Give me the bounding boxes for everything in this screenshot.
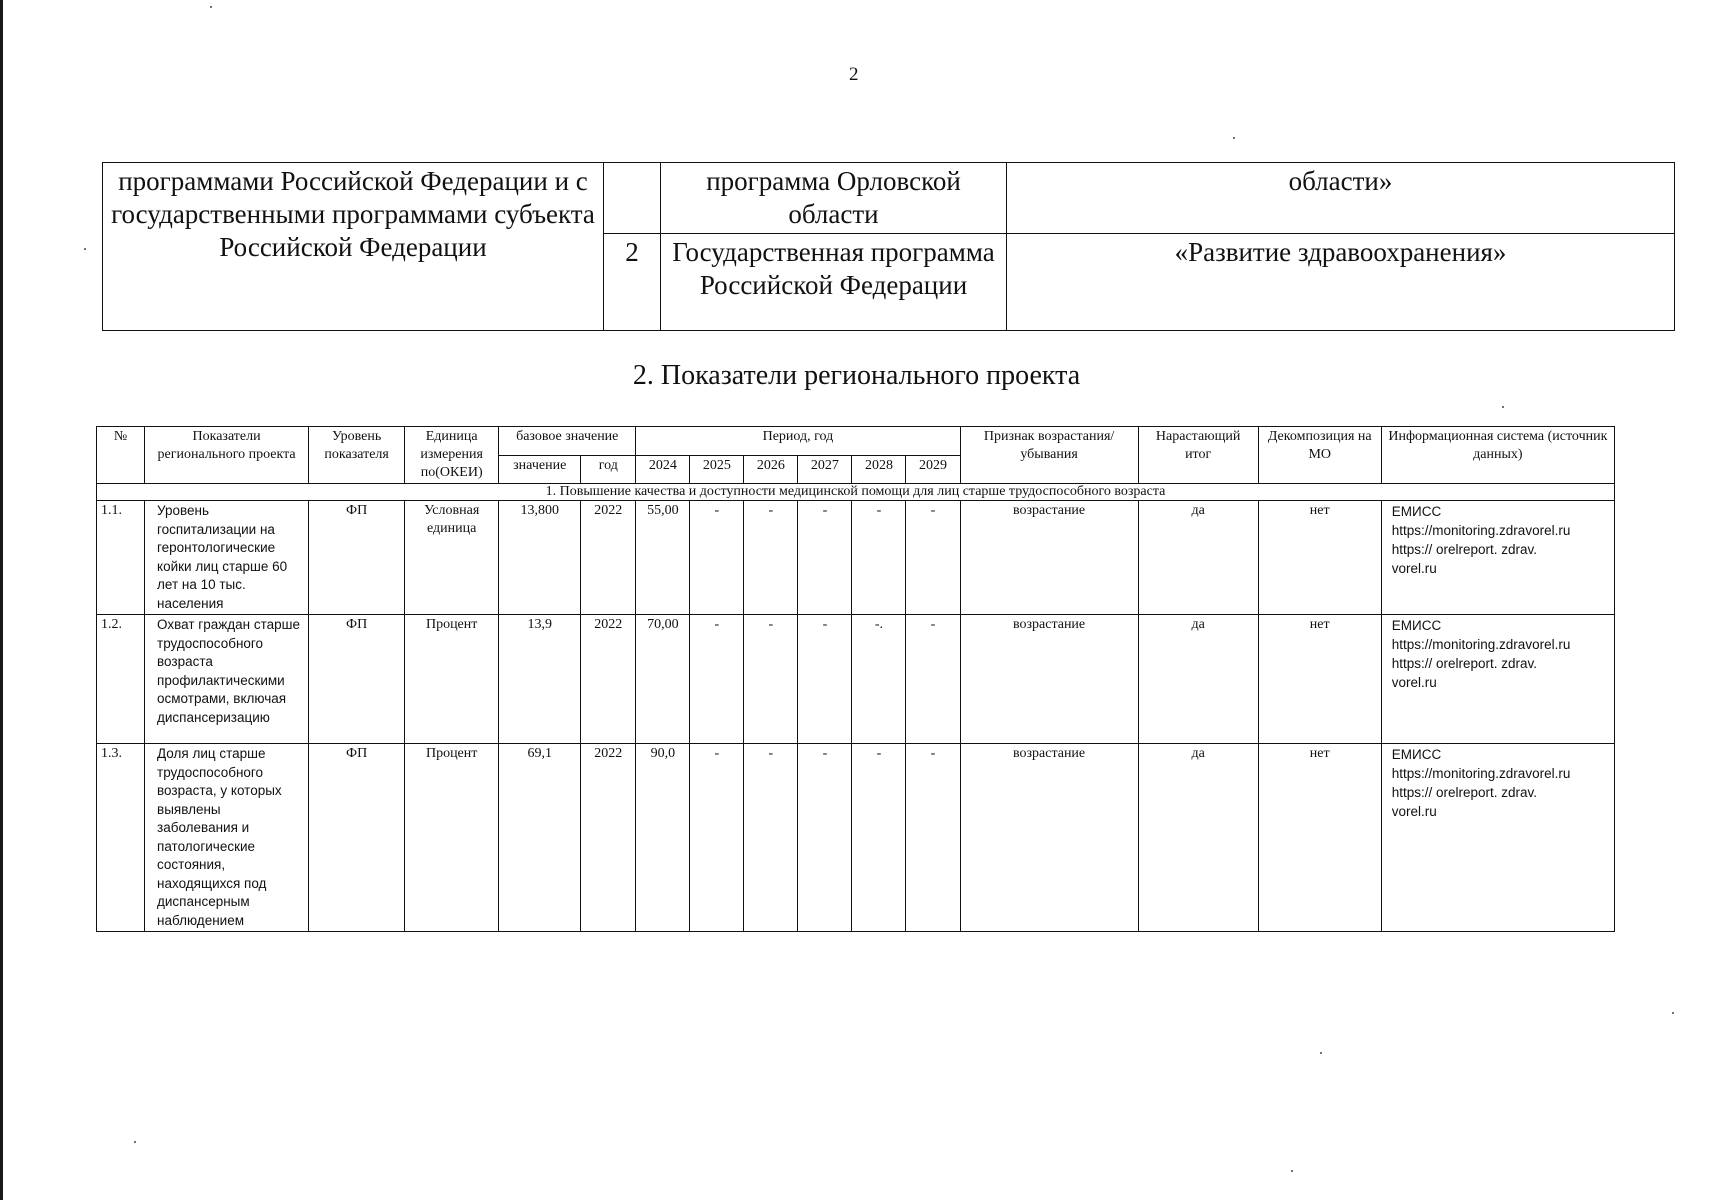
header-sign: Признак возрастания/убывания bbox=[960, 427, 1138, 484]
header-indicator: Показатели регионального проекта bbox=[145, 427, 309, 484]
row-2028: -. bbox=[852, 615, 906, 744]
row-2029: - bbox=[906, 615, 960, 744]
row-indicator: Охват граждан старше трудоспособного возраста профилактическими осмотрами, включая диспансеризацию bbox=[145, 615, 309, 744]
row-base-year: 2022 bbox=[581, 615, 636, 744]
row-base-year: 2022 bbox=[581, 501, 636, 615]
program-row-2-name: «Развитие здравоохранения» bbox=[1007, 234, 1675, 331]
program-row-1 bbox=[103, 163, 1675, 234]
row-2025: - bbox=[690, 744, 744, 932]
info-title: ЕМИСС bbox=[1391, 747, 1442, 762]
header-decomposition: Декомпозиция на МО bbox=[1258, 427, 1381, 484]
scan-speck bbox=[210, 6, 212, 8]
row-num: 1.1. bbox=[97, 501, 145, 615]
row-2028: - bbox=[852, 501, 906, 615]
info-url-orelreport-cont: vorel.ru bbox=[1391, 804, 1437, 819]
info-url-orelreport: https:// orelreport. zdrav. bbox=[1391, 542, 1538, 557]
header-year-2029: 2029 bbox=[906, 455, 960, 484]
row-indicator: Доля лиц старше трудоспособного возраста, у которых выявлены заболевания и патологические состояния, находящихся под диспансерным наблюдением bbox=[145, 744, 309, 932]
info-url-orelreport-cont: vorel.ru bbox=[1391, 561, 1437, 576]
program-row-2-type: Государственная программа Российской Федерации bbox=[661, 234, 1007, 331]
header-year-2027: 2027 bbox=[798, 455, 852, 484]
row-unit: Условная единица bbox=[405, 501, 499, 615]
info-url-orelreport-cont: vorel.ru bbox=[1391, 675, 1437, 690]
header-num: № bbox=[97, 427, 145, 484]
header-year-2025: 2025 bbox=[690, 455, 744, 484]
header-period: Период, год bbox=[636, 427, 960, 456]
program-row-1-type: программа Орловской области bbox=[661, 163, 1007, 234]
row-unit: Процент bbox=[405, 744, 499, 932]
row-cumulative: да bbox=[1138, 501, 1258, 615]
row-unit: Процент bbox=[405, 615, 499, 744]
row-sign: возрастание bbox=[960, 744, 1138, 932]
scan-speck bbox=[1672, 1012, 1674, 1014]
row-2028: - bbox=[852, 744, 906, 932]
row-base-value: 13,9 bbox=[499, 615, 581, 744]
row-2024: 55,00 bbox=[636, 501, 690, 615]
header-base-value: значение bbox=[499, 455, 581, 484]
scan-speck bbox=[1320, 1052, 1322, 1054]
info-url-orelreport: https:// orelreport. zdrav. bbox=[1391, 656, 1538, 671]
row-level: ФП bbox=[309, 501, 405, 615]
scan-speck bbox=[1233, 137, 1235, 139]
row-2029: - bbox=[906, 744, 960, 932]
row-2026: - bbox=[744, 744, 798, 932]
page-left-edge bbox=[0, 0, 3, 1200]
row-2025: - bbox=[690, 615, 744, 744]
row-decomposition: нет bbox=[1258, 501, 1381, 615]
scan-speck bbox=[134, 1141, 136, 1143]
table-row bbox=[97, 501, 1615, 615]
table-row bbox=[97, 615, 1615, 744]
row-num: 1.2. bbox=[97, 615, 145, 744]
row-info-system bbox=[1381, 615, 1614, 744]
row-2025: - bbox=[690, 501, 744, 615]
row-2027: - bbox=[798, 615, 852, 744]
program-relation-cell: программами Российской Федерации и с государственными программами субъекта Российской Федерации bbox=[103, 163, 604, 331]
row-cumulative: да bbox=[1138, 615, 1258, 744]
row-2027: - bbox=[798, 744, 852, 932]
row-info-system bbox=[1381, 744, 1614, 932]
info-url-orelreport: https:// orelreport. zdrav. bbox=[1391, 785, 1538, 800]
program-row-1-name: области» bbox=[1007, 163, 1675, 234]
row-info-system bbox=[1381, 501, 1614, 615]
row-level: ФП bbox=[309, 744, 405, 932]
scan-speck bbox=[1502, 406, 1504, 408]
header-row-1 bbox=[97, 427, 1615, 456]
section-row-label: 1. Повышение качества и доступности медицинской помощи для лиц старше трудоспособного возраста bbox=[97, 484, 1615, 501]
header-base: базовое значение bbox=[499, 427, 636, 456]
row-indicator: Уровень госпитализации на геронтологические койки лиц старше 60 лет на 10 тыс. населения bbox=[145, 501, 309, 615]
row-sign: возрастание bbox=[960, 501, 1138, 615]
row-2029: - bbox=[906, 501, 960, 615]
row-base-year: 2022 bbox=[581, 744, 636, 932]
scan-speck bbox=[1291, 1170, 1293, 1172]
program-row-1-num bbox=[604, 163, 661, 234]
header-year-2024: 2024 bbox=[636, 455, 690, 484]
indicators-table bbox=[96, 426, 1615, 932]
section-row bbox=[97, 484, 1615, 501]
info-title: ЕМИСС bbox=[1391, 618, 1442, 633]
row-2026: - bbox=[744, 615, 798, 744]
row-2024: 90,0 bbox=[636, 744, 690, 932]
program-row-2-num: 2 bbox=[604, 234, 661, 331]
section-title: 2. Показатели регионального проекта bbox=[632, 360, 1081, 391]
scan-speck bbox=[84, 248, 86, 250]
row-base-value: 13,800 bbox=[499, 501, 581, 615]
header-year-2028: 2028 bbox=[852, 455, 906, 484]
row-base-value: 69,1 bbox=[499, 744, 581, 932]
row-2024: 70,00 bbox=[636, 615, 690, 744]
row-2027: - bbox=[798, 501, 852, 615]
row-decomposition: нет bbox=[1258, 615, 1381, 744]
info-title: ЕМИСС bbox=[1391, 504, 1442, 519]
row-2026: - bbox=[744, 501, 798, 615]
row-sign: возрастание bbox=[960, 615, 1138, 744]
row-decomposition: нет bbox=[1258, 744, 1381, 932]
header-year-2026: 2026 bbox=[744, 455, 798, 484]
row-cumulative: да bbox=[1138, 744, 1258, 932]
header-cumulative: Нарастающий итог bbox=[1138, 427, 1258, 484]
table-row bbox=[97, 744, 1615, 932]
info-url-monitoring: https://monitoring.zdravorel.ru bbox=[1391, 766, 1571, 781]
program-table bbox=[102, 162, 1675, 331]
header-info-system: Информационная система (источник данных) bbox=[1381, 427, 1614, 484]
header-unit: Единица измерения по(ОКЕИ) bbox=[405, 427, 499, 484]
row-level: ФП bbox=[309, 615, 405, 744]
header-base-year: год bbox=[581, 455, 636, 484]
header-level: Уровень показателя bbox=[309, 427, 405, 484]
page-number: 2 bbox=[849, 64, 859, 85]
row-num: 1.3. bbox=[97, 744, 145, 932]
info-url-monitoring: https://monitoring.zdravorel.ru bbox=[1391, 637, 1571, 652]
info-url-monitoring: https://monitoring.zdravorel.ru bbox=[1391, 523, 1571, 538]
